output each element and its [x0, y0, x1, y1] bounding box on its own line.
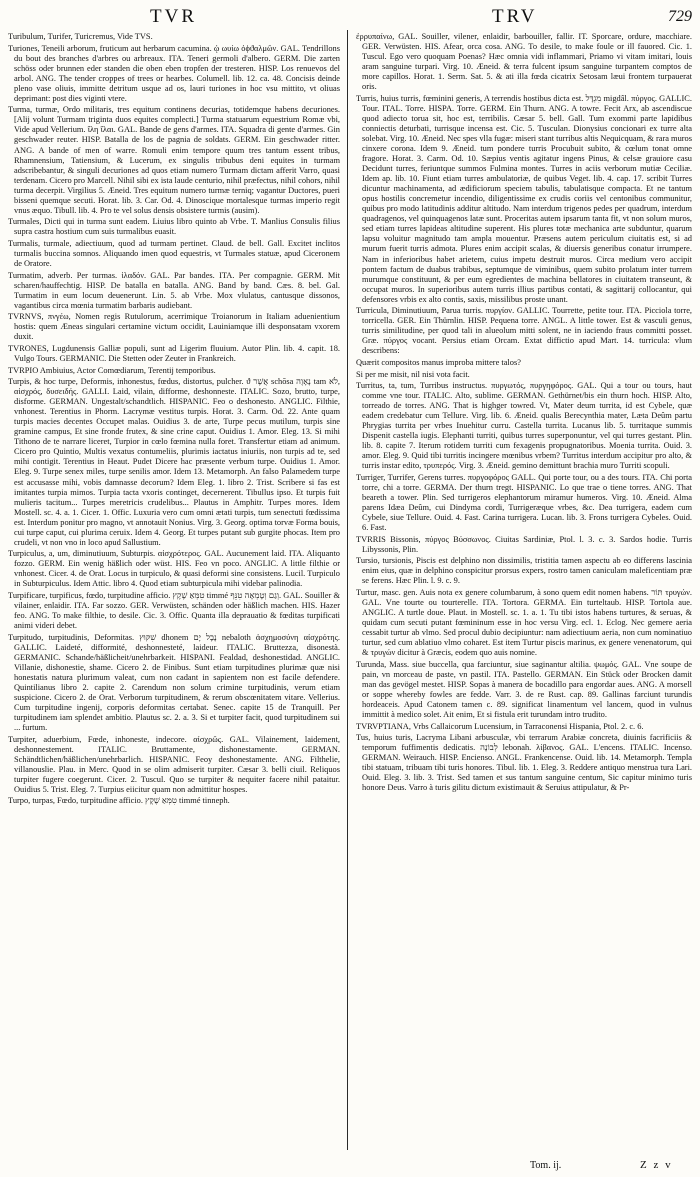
dictionary-entry: TVRPIO Ambiuius, Actor Comœdiarum, Terentij temporibus. [8, 365, 216, 375]
right-column [356, 32, 692, 1150]
dictionary-entry: Turritus, ta, tum, Turribus instructus. πυργωτός, πυργηφόρος. GAL. Qui a tour ou tours, haut comme vne tour. ITALIC. Alto, sublime. GERMAN. Gethürnet/bis ein thurn hoch. HISP. Alto, torreado de torres. ANG. That is highger towred. Vt, Mater deum turrita, id est Cybele, quæ eadem credebatur cum Tellure. Virg. lib. 6. Æneid. qualis Berecynthia mater, Læta Deûm partu Phrygias turrita per vrbes Inuehitur curru. Castella turrita. Lucanus lib. 5. turritaque summis Dispenit castella iugis. Elephanti turriti, quibus turres superponuntur, vel qui turres gestant. Plin. lib. 8. capite 7. Iterum rotidem turriti cum fexagenis propugnatoribus. Moenia turrita. Ouid. 3. amor. Eleg. 9. Quid tibi turritis incingere mœnibus vrbem? Turritus interdum accipitur pro alto, & turris instar edito, τρυπερός. Virg. 3. Æneid. gemino demittunt brachia muro Turriti scopuli. [356, 381, 692, 471]
dictionary-entry: Turpiculus, a, um, diminutiuum, Subturpis. αἰσχρότερος. GAL. Aucunement laid. ITA. Aliquanto fozzo. GERM. Ein wenig häßlich oder wüst. HIS. Feo vn poco. ANGLIC. A little filthie or vnhonest. Cicer. 4. de Orat. Locus in turpiculo, & quasi deformi sine consistens. Lucil. Turpiculo in Subturpiculus. Idem Attic. libro 4. Quod etiam subturpicula mihi videbar palinodia. [8, 549, 340, 589]
page-number: 729 [668, 8, 692, 25]
dictionary-entry: Si per me misit, nil nisi vota facit. [356, 369, 470, 379]
dictionary-entry: Turpitudo, turpitudinis, Deformitas. שִׁקּוּץ dhonem נָבָל יָם nebaloth ἀσχημοσύνη αἰσχρότης. GALLIC. Laideté, difformité, deshonnesteté, laideur. ITALIC. Bruttezza, disonestà. GERMANIC. Schande/häßlicheit/unehrbarkeit. HISPANI. Fealdad, deshonestidad. ANGLIC. Villanie, dishonestie, shame. Cicero 2. de Finibus. Sunt etiam turpitudines plurimæ quæ nisi honestatis natura plurimum valeat, cum non cadant in sapientem non est facile defendere. Quintilianus libro 2. capite 2. Carendum non solum crimine turpitudinis, verum etiam suspicione. Cicero 2. de Orat. Verborum turpitudinem, & rerum obscœnitatem vitare. Vellerius. Cum turpitudine ingenij, corporis deformitas certabat. Senec. capite 15 de Tranquill. Per turpitudinem iam splendet ambitio. Plautus sc. 2. a. 3. Si et turpiter facit, quod turpitudinem sui ... furtum. [8, 632, 340, 733]
dictionary-entry: Turmalis, turmale, adiectiuum, quod ad turmam pertinet. Claud. de bell. Gall. Excitet inclitos turmalis buccina somnos. Aliquando imen quod equestris, vt Turmales statuæ, apud Ciceronem de Oratore. [8, 238, 340, 269]
footer-volume: Tom. ij. [530, 1160, 562, 1171]
dictionary-entry: Turricula, Diminutiuum, Parua turris. πυργίον. GALLIC. Tourrette, petite tour. ITA. Picciola torre, torricella. GER. Ein Thürnlin. HISP. Pequena torre. ANGL. A little tower. Est & vasculi genus, turris similitudine, per quod tali in alueolum mitti solent, ne in iaciendo fraus committi posset. Græ. πύργος vocant. Persius etiam Orcam. Extat diffictio apud Mart. 14. turricula: vlum describens: [356, 306, 692, 356]
dictionary-entry: Turpis, & hoc turpe, Deformis, inhonestus, fœdus, distortus, pulcher. ϑ אֲשֶׁר schōsa נָאָוֶה tam לֹא, αἰσχρός, δυσειδής. GALLI. Laid, vilain, difforme, deshonneste. ITALIC. Sozo, brutto, turpe, disforme. GERMAN. Ungestalt/schandtlich. HISPANIC. Feo o deshonesto. ANGLIC. Filthie, vnhonest. Terentius in Phorm. Lacrymæ vestitus turpis. Horat. 3. Carm. Od. 22. Ante quam turpis macies decentes Occupet malas. Ouidius 3. de arte, Turpe pecus mutilum, turpis sine gramine campus, Et sine fronde frutex, & sine crine caput. Ouidius 1. Amor. Eleg. 13. Si mihi Tithono de te narrare liceret, Turpior in cœlo fœmina nulla foret. Transfertur etiam ad animum. Cicero pro Quintio, Multis vexatus contumeliis, plurimis iactatus iniuriis, non turpis ad te, sed mihi contigit. Terentius in Heaut. Pudet Dicere hac præsente verbum turpe. Ouidius 1. Amor. Eleg. 9. Turpe senex miles, turpe senilis amor. Idem 13. Metamorph. An falso Palamedem turpe est accusasse mihi, vobis damnasse decorum? Idem Eleg. 1. libro 2. Trist. Scribere si fas est imitantes turpia mimos. Turpia tacta vxoris continget, decernerent. Tibullus ipso. Et turpis fuit mulieris tacitum... Turpes meretricis crudelibus... Plautus in Amphitr. Turpes mores. Idem Mostell. sc. 4. a. 1. Cicer. 1. Offic. Luxuria vero cum omni ætati turpis, tum senectuti fœdissima est. Interdum ponitur pro magno, vt annotauit Nonius. Virg. 3. Georg. optima torvæ Forma bouis, cui turpe caput, cui plurima ceruix. Idem 4. Georg. Et turpes putant sub gurgite phocas. Item pro crudeli, vt non vno in loco apud Sallustium. [8, 377, 340, 547]
dictionary-entry: Turunda, Mass. siue buccella, qua farciuntur, siue saginantur altilia. ψωμός. GAL. Vne soupe de pain, vn morceau de paste, vn pastil. ITA. Pastello. GERMAN. Ein Stück oder Brocken damit man das gevögel mestet. HISP. Sopas à manera de bocadillo para engordar aues. ANG. A morsell or soppe whereby fowles are fedde. Varr. 3. de re Rust. cap. 89. Gallinas farciunt turundis hordeaceis. Apud Catonem tamen c. 89. significat linamentum vel lancem, quod in vulnus immittit à medico solet. Ait enim, Et si fistula erit turundam intro trudito. [356, 659, 692, 720]
footer-signature: Z z v [640, 1159, 673, 1171]
dictionary-entry: TVRONES, Lugdunensis Galliæ populi, sunt ad Ligerim fluuium. Autor Plin. lib. 4. capit. 18. Vulgo Tours. GERMANIC. Die Stetten oder Zeuter in Frankreich. [8, 343, 340, 363]
dictionary-entry: Tus, huius turis, Lacryma Libani arbusculæ, vbi terrarum Arabiæ concreta, diuinis facrificiis & temporum fuffimentis dedicatis. לְבוֹנָה lebonah. λίβανος. GAL. L'encens. ITALIC. Incenso. GERMAN. Weirauch. HISP. Encienso. ANGL. Frankencense. Ouid. lib. 14. Metamorph. Templa tibi statuam, tribuam tibi turis honores. Tibul. lib. 1. Eleg. 3. Reddere antiquo menstrua tura Lari. Ouid. Eleg. 3. lib. 3. Trist. Sed tamen et sus tantum sanguine centum, Sic capitur minimo turis honore Deus. Varro à turis gilitu dictum existimauit & Seruius attipulatur, & Pr- [356, 733, 692, 793]
dictionary-entry: TVRNVS, πνγέω, Nomen regis Rutulorum, acerrimique Troianorum in Italiam aduenientium hostis: quem Æneas singulari certamine victum occidit, Lauiniamque illi desponsatam vxorem duxit. [8, 312, 340, 342]
dictionary-entry: Turmatim, adverb. Per turmas. ἰλαδόν. GAL. Par bandes. ITA. Per compagnie. GERM. Mit scharen/hauffechtig. HISP. De batalla en batalla. ANG. Band by band. Cæs. 8. bel. Gal. Turmatim in eum locum deuenerunt. Lin. 5. ab Vrbe. Mox vlulatus, cantusque dissonos, vagantibus circa mœnia turmatim barbaris audiebant. [8, 270, 340, 310]
dictionary-entry: Turibulum, Turifer, Turicremus, Vide TVS. [8, 32, 153, 41]
column-divider [347, 30, 348, 1150]
left-column [8, 32, 340, 1150]
dictionary-entry: Turma, turmæ, Ordo militaris, tres equitum continens decurias, totidemque habens decuriones. [Alij volunt Turmam triginta duos equites complecti.] Turma statuarum equestrium Romæ vbi, Vide apud Vellerium. ἴλη ἴλαι. GAL. Bande de gens d'armes. ITA. Squadra di gente d'armes. Gin geschwader reuter. HISP. Batalla de los de pagnia de soldats. GERM. Ein geschwader ritter. ANG. A bande of men of warre. Romuli enim tempore quum tres tantum essent tribus, Rhamnensium, Tatiensium, & Lucerum, ex singulis tribubus deni equites in turmam adscribebantur, & singuli decuriones ad quos etiam numero Turmam dictam afferit Varro, quasi terdenam. Cicero pro Marcell. Nihil sibi ex ista laude centurio, nihil præfectus, nihil cohors, nihil turma decerpit. Virgilius 5. Æneid. Tres equitum numero turmæ terniq; vagantur Ductores, pueri bisseni quemque secuti. Horat. lib. 3. Car. Od. 4. Dinoscique mortalesque turmas imperio regit vnus æquo. Tibull. lib. 4. Pro te vel solus densis obsistere turmis (ausim). [8, 105, 340, 215]
dictionary-entry: Turris, huius turris, fœminini generis, A terrendis hostibus dicta est. מִגְדָּל migdâl. πύργος. GALLIC. Tour. ITAL. Torre. HISPA. Torre. GERM. Ein Thurn. ANG. A towre. Fecit Arx, ab ascendiscue quod adiecto torua sit, hoc est, terribilis. Cæsar 5. bell. Gall. Tum exommi parte lapidibus conniectis deturbati, turrisque incensa est. Cic. 5. Tusculan. Dionysius concionari ex turre alta solebat. Virg. 10. Æneid. Nec spes vlla fugæ: miseri stant turribus altis Nequicquam, & rara muros cinxere corona. Idem 9. Æneid. tum pondere turris Procubuit subito, & cœlum tonat omne fragore. Horat. 3. Carm. Od. 10. Sæpius ventis agitatur ingens Pinus, & celsæ grauiore casu Decidunt turres, feriuntque summos Fulmina montes. Turres in aciis verborum mutiæ Ceciliæ. Idem ap. lib. 10. Fiunt etiam turres ambulatoriæ, de quibus Veget. lib. 4. cap. 17. scribit Turres dicuntur machinamenta, ad ædificiorum speciem tabulis, tabulatisque compacta. Et ne tantum opus hostilis concremetur incendio, diligentissime ex crudis coriis vel centonibus communitur, quibus pro modo latitudinis additur altitudo. Nam interdum trigenos pedes per quadrum, interdum quadragenos, vel quinquagenos latæ sunt. Proceritas autem ipsarum tanta fit, vt non solum muros, sed etiam turres lapideas altitudine superent. His plures totæ mechanica arte subduntur, quarum lapsu voluitur magnitudo tam ampla mouentur. Præsens autem periculum ciuitatis est, si ad murum fuerit turris admota. Plures enim accipit scalas, & diuersis generibus conatur irrumpere. Nam in inferioribus habet arietem, cuius impetu destruit muros. Circa medium vero accipit pontem factum de duabus trabibus, septumque de viminibus, quem subito prolatum inter turrem murumque constituunt, & per eum egredientes de machina bellatores in ciuitatem transeunt, & occupat muros. In superioribus autem turris illius partibus contati, & sagittarij collocantur, qui defensores vrbis ex alto contis, saxis, missilibus proste unant. [356, 93, 692, 304]
dictionary-entry: Turriger, Turrifer, Gerens turres. πυργοφόρος GALL. Qui porte tour, ou a des tours. ITA. Chi porta torre, chi a torre. GERMA. Der thurn tregt. HISPANIC. Lo que trae o tiene torres. ANG. That beareth a tower. Plin. Sed turrigeros elephantorum miramur humeros. Virg. 10. Æneid. Alma parens Idæa Deûm, cui Dindyma cordi, Turrigeræque vrbes, &c. Dea turrigera, eadem cum Cybele, siue Tellure. Ouid. 4. Fast. Carina turrigera. Lucan. lib. 3. Frons turrigera Cybeles. Ouid. 6. Fast. [356, 473, 692, 533]
dictionary-entry: Turiones, Teneili arborum, fruticum aut herbarum cacumina. ᾠ ωυίω ὀϕϑαλμῶν. GAL. Tendrillons du bout des branches d'arbres ou arbreaux. ITA. Teneri germoli d'albero. GERM. Die zarten schöss oder brunnen eder standen die oben eben tropfen der tresteren. HISP. Los renuevos del arbol. ANG. The tender croppes of trees or hearbes. Columell. lib. 12. ca. 48. Concisis deinde pleno vase oliuis, immitte detritum usque ad os, lauri turiones in hoc vsu mittito, vt oliuas deprimant: post dies viginti vtere. [8, 43, 340, 103]
dictionary-entry: Tursio, tursionis, Piscis est delphino non dissimilis, tristitia tamen aspectu ab eo differens lascinia enim eius, quæ in delphino conspicitur prorsus expers, rostro tamen caniculam maleficentiam præ se ferens. Hæc Plin. l. 9. c. 9. [356, 556, 692, 586]
dictionary-entry: Turtur, masc. gen. Auis nota ex genere columbarum, à sono quem edit nomen habens. תּוֹר τρυγών. GAL. Vne tourte ou tourterelle. ITA. Tortora. GERMA. Ein turteltaub. HISP. Tortola aue. ANGLIC. A turtle doue. Plaut. in Mostell. sc. 1. a. 1. Tu tibi istos habens turtures, & seruas, & quidam cum secuti putant fœmininum esse in hoc versu Virg. ecl. 1. Eclog. Nec gemere aeria cessabit turtur ab vlmo. Sed procul dubio decipiuntur: nam adiectiuum aeria, non cum nominatiuo turtur, sed cum ablatiuo vlmo coharet. Est item Turtur piscis marinus, ex genere venenatorum, qui & τρυγών dicitur à Græcis, eodem quo auis nomine. [356, 588, 692, 658]
dictionary-entry: Turpiter, aduerbium, Fœde, inhoneste, indecore. αἰσχρῶς. GAL. Vilainement, laidement, deshonnestement. ITALIC. Bruttamente, dishonestamente. GERMAN. Schändtlichen/häßlichen/unehrbarlich. HISPANIC. Feoy deshonestamente. ANG. Filthelie, villanouslie. Plau. in Merc. Quod in se olim admiserit turpiter. Cæsar 3. belli ciuil. Reliquos turpiter fugere coegerunt. Cicer. 2. Tuscul. Quo se turpiter & nequiter facere nihil pataitur. Ouidius 5. Trist. Eleg. 7. Turpius eiicitur quam non admittitur hospes. [8, 734, 340, 794]
running-head-right: TRV [492, 6, 538, 27]
running-head-left: TVR [150, 6, 197, 27]
dictionary-entry: TVRRIS Bissonis, πύργος Βύσσωνος. Ciuitas Sardiniæ, Ptol. l. 3. c. 3. Sardos hodie. Turris Libyssonis, Plin. [356, 534, 692, 554]
dictionary-entry: TVRVPTIANA, Vrbs Callaicorum Lucensium, in Tarraconensi Hispania, Ptol. 2. c. 6. [356, 721, 644, 731]
dictionary-entry: Turpificare, turpificus, fœdo, turpitudine afficio. טִמְּאַ שֶׁקֶץ timmé וְגַם וְטָמְאָה טִנֵּף. GAL. Souiller & vilainer, enlaidir. ITA. Far sozzo. GER. Verwüsten, schänden oder häßlich machen. HIS. Hazer feo. ANG. To make filthie, to desile. Cic. 3. Offic. Quanta illa deprauatio & fœditas turpificati animi videri debet. [8, 591, 340, 631]
dictionary-entry: Quærit compositos manus improba mittere talos? [356, 358, 521, 367]
dictionary-entry: Turpo, turpas, Fœdo, turpitudine afficio. טִמְּאַ שֶׁקֶץ timmé tinneph. [8, 796, 230, 806]
dictionary-entry: ἐρρυπαίνω, GAL. Souiller, vilener, enlaidir, barbouiller, fallir. IT. Sporcare, ordure, macchiare. GER. Verwüsten. HIS. Afear, orca cosa. ANG. To desile, to make foule or ill fauored. Cic. 1. Tuscul. Ego vero quoquam Poenas? Hæc omnia vidi inflammari, Priamo vi vitam imitari, louis aram sanguine turpari. Virg. 10. Æneid. & terra fulcent ipsum sanguine turpantem comptos de more capillos. Horat. 1. Serm. Sat. 5. & ati illa fœda cicatrix Setosam læui frontem turpauerat oris. [356, 32, 692, 92]
dictionary-entry: Turmales, Dicti qui in turma sunt eadem. Liuius libro quinto ab Vrbe. T. Manlius Consulis filius supra castra hostium cum suis turmalibus euasit. [8, 217, 340, 237]
